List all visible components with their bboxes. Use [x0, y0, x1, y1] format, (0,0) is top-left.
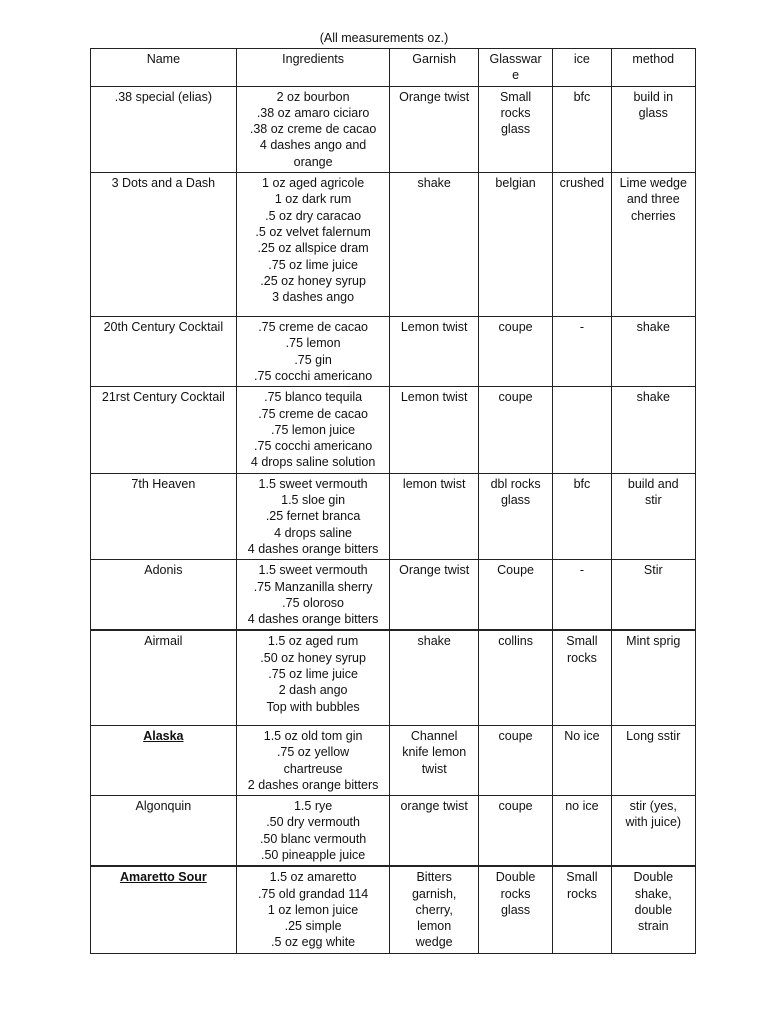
cocktail-name: 21rst Century Cocktail — [101, 390, 225, 405]
ingredients-line: .75 old grandad 114 — [257, 886, 369, 901]
garnish-line: Orange twist — [399, 563, 470, 578]
glassware-line: dbl rocks — [490, 476, 541, 491]
cell-garnish — [390, 387, 478, 473]
ingredients-line: .25 fernet branca — [265, 509, 361, 524]
glassware-line: coupe — [498, 799, 533, 814]
glassware-line: coupe — [498, 390, 533, 405]
ingredients-line: 3 dashes ango — [272, 290, 355, 305]
table-row — [91, 725, 696, 795]
cocktail-name: Algonquin — [135, 799, 192, 814]
cell-glassware — [478, 725, 552, 795]
cocktail-name: Alaska — [143, 728, 184, 743]
table-row — [91, 560, 696, 631]
glassware-line: rocks — [500, 105, 531, 120]
cell-name — [91, 86, 237, 172]
method-line: Double — [633, 870, 674, 885]
ice-line: No ice — [564, 728, 600, 743]
ingredients-line: orange — [293, 154, 333, 169]
cell-method — [611, 560, 695, 631]
table-row — [91, 387, 696, 473]
ingredients-line: 1.5 sweet vermouth — [258, 476, 368, 491]
cocktail-recipe-table — [90, 48, 696, 954]
method-line: shake — [636, 320, 670, 335]
cell-ingredients — [236, 630, 390, 725]
ingredients-line: .75 oz lime juice — [268, 257, 358, 272]
table-row — [91, 86, 696, 172]
ingredients-line: 1.5 sweet vermouth — [258, 563, 368, 578]
cell-ice — [553, 473, 611, 559]
cell-ice — [553, 796, 611, 867]
ingredients-line: .25 simple — [284, 919, 342, 934]
header-name: Name — [91, 49, 237, 87]
cell-glassware — [478, 560, 552, 631]
garnish-line: orange twist — [400, 799, 468, 814]
ingredients-line: .75 Manzanilla sherry — [253, 579, 373, 594]
garnish-line: Lemon twist — [400, 390, 468, 405]
cell-name — [91, 796, 237, 867]
ingredients-line: .5 oz dry caracao — [265, 208, 362, 223]
glassware-line: Coupe — [497, 563, 534, 578]
ingredients-line: .50 dry vermouth — [266, 815, 360, 830]
method-line: build and — [627, 476, 679, 491]
glassware-line: collins — [498, 634, 533, 649]
ingredients-line: .75 creme de cacao — [258, 320, 368, 335]
cell-method — [611, 86, 695, 172]
cell-glassware — [478, 173, 552, 317]
cocktail-name: 7th Heaven — [131, 476, 196, 491]
header-glassware-line-2: e — [512, 68, 520, 83]
method-line: strain — [637, 919, 669, 934]
cell-glassware — [478, 317, 552, 387]
method-line: double — [634, 902, 673, 917]
ingredients-line: .75 blanco tequila — [264, 390, 363, 405]
cell-ingredients — [236, 173, 390, 317]
method-line: Mint sprig — [626, 634, 681, 649]
ingredients-line: .75 cocchi americano — [254, 439, 373, 454]
recipe-rows — [91, 86, 696, 953]
glassware-line: coupe — [498, 320, 533, 335]
ingredients-line: .50 pineapple juice — [260, 848, 366, 862]
method-line: with juice) — [625, 815, 682, 830]
cell-ice — [553, 86, 611, 172]
ice-line: - — [579, 320, 584, 335]
cell-garnish — [390, 317, 478, 387]
cell-glassware — [478, 796, 552, 867]
cell-ice — [553, 560, 611, 631]
cell-method — [611, 473, 695, 559]
cell-garnish — [390, 560, 478, 631]
cell-garnish — [390, 173, 478, 317]
ingredients-line: .75 gin — [294, 352, 332, 367]
header-ingredients: Ingredients — [236, 49, 390, 87]
garnish-line: twist — [421, 761, 447, 776]
ingredients-line: 4 dashes orange bitters — [247, 612, 379, 627]
method-line: glass — [638, 105, 668, 120]
method-line: stir (yes, — [629, 799, 677, 814]
table-row — [91, 317, 696, 387]
cell-name — [91, 866, 237, 953]
ingredients-line: 1 oz aged agricole — [262, 176, 365, 191]
cell-method — [611, 866, 695, 953]
glassware-line: glass — [500, 122, 531, 137]
cell-glassware — [478, 473, 552, 559]
method-line: Long sstir — [626, 728, 681, 743]
cell-glassware — [478, 630, 552, 725]
cell-garnish — [390, 796, 478, 867]
ice-line: Small — [566, 870, 598, 885]
cocktail-name: 3 Dots and a Dash — [111, 176, 216, 191]
ice-line: bfc — [573, 476, 591, 491]
ingredients-line: .75 lemon juice — [271, 422, 356, 437]
table-row — [91, 866, 696, 953]
cell-glassware — [478, 866, 552, 953]
glassware-line: coupe — [498, 728, 533, 743]
cell-ingredients — [236, 796, 390, 867]
method-line: Lime wedge — [619, 176, 687, 191]
cell-ingredients — [236, 473, 390, 559]
header-garnish: Garnish — [390, 49, 478, 87]
cell-ice — [553, 173, 611, 317]
cell-garnish — [390, 725, 478, 795]
table-row — [91, 473, 696, 559]
table-row — [91, 173, 696, 317]
header-method: method — [611, 49, 695, 87]
ingredients-line: 1 oz dark rum — [274, 192, 352, 207]
glassware-line: glass — [500, 493, 531, 508]
glassware-line: Small — [499, 89, 532, 104]
method-line: shake, — [634, 886, 672, 901]
ice-line: crushed — [559, 176, 605, 191]
cell-ingredients — [236, 387, 390, 473]
ice-line: rocks — [566, 886, 597, 901]
method-line: cherries — [631, 208, 676, 223]
cell-garnish — [390, 473, 478, 559]
method-line: and three — [626, 192, 680, 207]
ingredients-line: 4 drops saline solution — [250, 455, 376, 470]
garnish-line: garnish, — [411, 886, 457, 901]
garnish-line: shake — [417, 176, 451, 191]
ingredients-line: 1.5 oz old tom gin — [263, 728, 363, 743]
cell-garnish — [390, 630, 478, 725]
cell-name — [91, 387, 237, 473]
glassware-line: rocks — [500, 886, 531, 901]
cell-garnish — [390, 86, 478, 172]
ingredients-line: .75 oz lime juice — [268, 667, 358, 682]
ice-line: Small — [566, 634, 598, 649]
cell-method — [611, 796, 695, 867]
glassware-line: glass — [500, 902, 531, 917]
ingredients-line: .38 oz creme de cacao — [249, 122, 377, 137]
method-line: shake — [636, 390, 670, 405]
ingredients-line: .50 blanc vermouth — [259, 831, 367, 846]
cocktail-name: Adonis — [144, 563, 183, 578]
cocktail-name: 20th Century Cocktail — [103, 320, 224, 335]
cell-ice — [553, 725, 611, 795]
ingredients-line: .50 oz honey syrup — [260, 650, 366, 665]
garnish-line: Orange twist — [399, 89, 470, 104]
ice-line: - — [579, 563, 584, 578]
cocktail-name: Airmail — [144, 634, 183, 649]
ingredients-line: 1.5 rye — [293, 799, 333, 814]
cell-glassware — [478, 86, 552, 172]
ingredients-line: .75 oloroso — [282, 595, 345, 610]
garnish-line: cherry, — [415, 902, 453, 917]
garnish-line: wedge — [415, 935, 453, 950]
glassware-line: Double — [495, 870, 536, 885]
garnish-line: knife lemon — [402, 745, 467, 760]
method-line: build in — [633, 89, 674, 104]
ingredients-line: Top with bubbles — [266, 699, 360, 714]
garnish-line: Lemon twist — [400, 320, 468, 335]
ingredients-line: 1.5 oz amaretto — [269, 870, 357, 885]
garnish-line: Bitters — [416, 870, 452, 885]
cell-ingredients — [236, 725, 390, 795]
header-row — [91, 49, 696, 87]
garnish-line: Channel — [410, 728, 458, 743]
cell-ice — [553, 317, 611, 387]
garnish-line: lemon — [417, 919, 452, 934]
ingredients-line: 4 dashes orange bitters — [247, 541, 379, 556]
cell-ingredients — [236, 86, 390, 172]
method-line: stir — [644, 493, 662, 508]
cell-name — [91, 173, 237, 317]
ingredients-line: .75 lemon — [285, 336, 341, 351]
ingredients-line: .38 oz amaro ciciaro — [256, 105, 370, 120]
cell-name — [91, 725, 237, 795]
ingredients-line: chartreuse — [283, 761, 343, 776]
table-row — [91, 630, 696, 725]
ingredients-line: .75 cocchi americano — [254, 368, 373, 383]
garnish-line: shake — [417, 634, 451, 649]
cocktail-name: Amaretto Sour — [119, 870, 207, 885]
header-glassware — [478, 49, 552, 87]
method-line: Stir — [643, 563, 663, 578]
cell-glassware — [478, 387, 552, 473]
header-glassware-line-1: Glasswar — [489, 52, 542, 66]
ice-line: bfc — [573, 89, 591, 104]
ingredients-line: .25 oz allspice dram — [257, 241, 369, 256]
ingredients-line: 4 drops saline — [274, 525, 352, 540]
header-ice: ice — [553, 49, 611, 87]
ingredients-line: .75 oz yellow — [276, 745, 350, 760]
ice-line: rocks — [566, 650, 597, 665]
ingredients-line: 2 oz bourbon — [276, 89, 350, 104]
cell-method — [611, 725, 695, 795]
cell-ice — [553, 866, 611, 953]
cell-ingredients — [236, 560, 390, 631]
ingredients-line: 4 dashes ango and — [259, 138, 367, 153]
ice-line: no ice — [565, 799, 599, 814]
ingredients-line: 2 dash ango — [278, 683, 348, 698]
ingredients-line: 1.5 oz aged rum — [267, 634, 359, 649]
ingredients-line: 2 dashes orange bitters — [247, 777, 379, 792]
cell-name — [91, 630, 237, 725]
table-caption: (All measurements oz.) — [319, 31, 449, 45]
ingredients-line: 1 oz lemon juice — [267, 902, 359, 917]
table-row — [91, 796, 696, 867]
cell-method — [611, 317, 695, 387]
cell-ingredients — [236, 866, 390, 953]
ingredients-line: .5 oz velvet falernum — [255, 224, 371, 239]
cell-method — [611, 173, 695, 317]
ingredients-line: .5 oz egg white — [271, 935, 356, 950]
cell-name — [91, 473, 237, 559]
cell-method — [611, 387, 695, 473]
ingredients-line: .25 oz honey syrup — [260, 273, 366, 288]
cocktail-name: .38 special (elias) — [114, 89, 212, 104]
ingredients-line: .75 creme de cacao — [258, 406, 368, 421]
cell-name — [91, 560, 237, 631]
cell-method — [611, 630, 695, 725]
glassware-line: belgian — [495, 176, 536, 191]
cell-ingredients — [236, 317, 390, 387]
cell-garnish — [390, 866, 478, 953]
ingredients-line: 1.5 sloe gin — [281, 493, 346, 508]
cell-ice — [553, 630, 611, 725]
garnish-line: lemon twist — [402, 476, 466, 491]
cell-ice — [553, 387, 611, 473]
cell-name — [91, 317, 237, 387]
